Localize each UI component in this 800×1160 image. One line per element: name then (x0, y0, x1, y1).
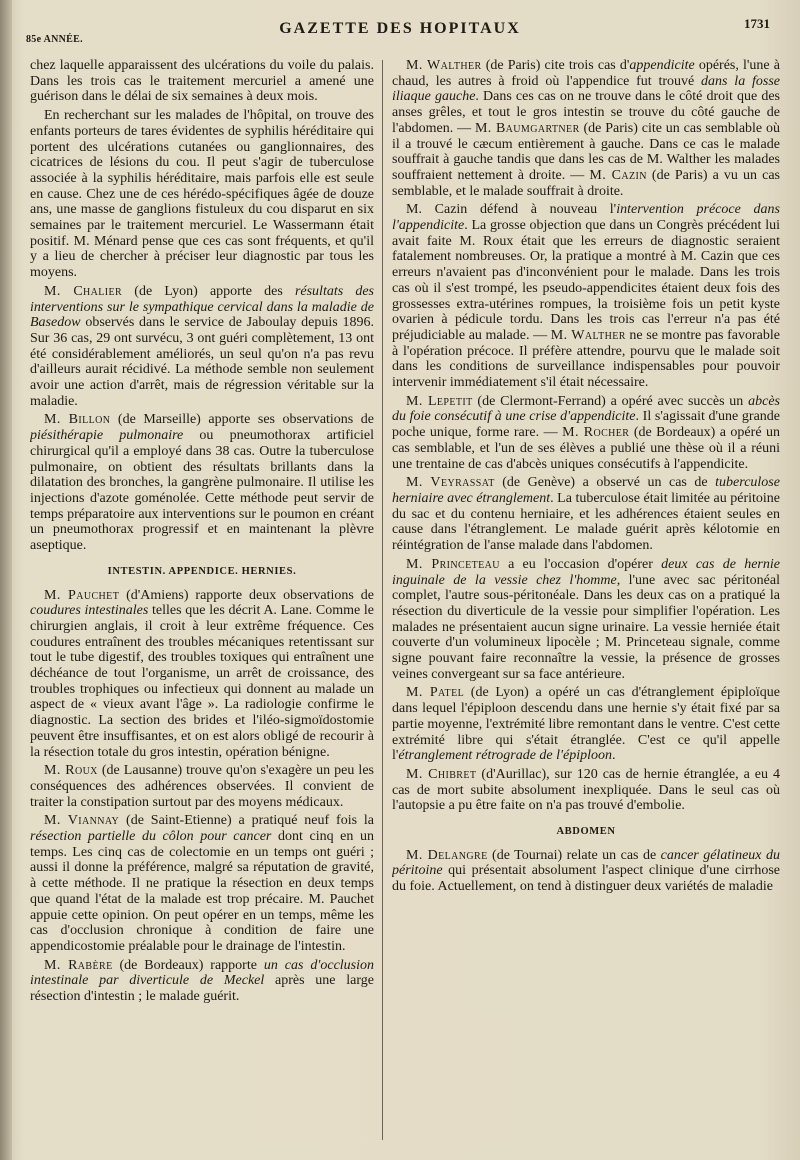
column-divider (382, 60, 383, 1140)
topic: tuberculose herniaire avec étranglement (392, 475, 780, 506)
author-name: M. Patel (406, 685, 465, 701)
topic: cancer gélatineux du péritoine (392, 847, 780, 879)
binding-gutter (0, 0, 12, 1160)
paragraph: M. Cazin défend à nouveau l'intervention précoce dans l'appendicite. La grosse objection que dans un Congrès précédent lui avait faite M. Roux était que les erreurs de diagnostic seraient fatalement nombreuses. Or, la pratique a montré à M. Cazin que ces erreurs n'avaient pas d'inconvénient pour le malade. Dans les trois cas où il s'est trompé, les pseudo-appendicites étaient deux fois des grossesses extra-utérines rompues, la troisième fois un petit kyste ovarien à pédicule tordu. Dans les trois cas l'erreur n'a pas été préjudiciable au malade. — M. Walther ne se montre pas favorable à l'opération précoce. Il préfère attendre, pourvu que le malade soit dans les conditions de surveillance indispensables pour pouvoir intervenir immédiatement s'il était nécessaire. (392, 202, 780, 391)
topic: abcès du foie consécutif à une crise d'appendicite (392, 393, 780, 425)
author-name: M. Lepetit (406, 393, 473, 409)
topic: appendicite (629, 58, 695, 73)
topic: deux cas de hernie inguinale de la vessie chez l'homme (392, 556, 780, 588)
year-volume: 85e ANNÉE. (26, 34, 83, 45)
author-name: M. Pauchet (44, 587, 120, 603)
author-name: M. Chibret (406, 766, 477, 782)
author-name: M. Walther (550, 327, 626, 343)
page-number: 1731 (744, 16, 770, 31)
author-name: M. Veyrassat (406, 475, 495, 491)
paragraph: M. Veyrassat (de Genève) a observé un cas de tuberculose herniaire avec étranglement. La tuberculose était limitée au péritoine du sac et du contenu herniaire, et les adhérences étaient seules en cause dans l'étranglement. Le malade guérit après kélotomie en réintégration de l'anse malade dans l'abdomen. (392, 475, 780, 554)
author-name: M. Delangre (406, 847, 488, 863)
author-name: M. Chalier (44, 283, 123, 299)
paragraph: M. Rabère (de Bordeaux) rapporte un cas d'occlusion intestinale par diverticule de Meckel après une large résection d'intestin ; le malade guérit. (30, 957, 374, 1005)
author-name: M. Baumgartner (474, 120, 580, 136)
right-column (392, 58, 780, 1148)
page-header (20, 14, 780, 54)
left-column (30, 58, 374, 1148)
author-name: M. Princeteau (406, 556, 500, 572)
topic: un cas d'occlusion intestinale par diverticule de Meckel (30, 957, 374, 989)
paragraph: M. Viannay (de Saint-Etienne) a pratiqué neuf fois la résection partielle du côlon pour cancer dont cinq en un temps. Les cinq cas de colectomie en un temps ont guéri ; aussi il donne la préférence, malgré sa réputation de gravité, à cette méthode. Il ne pratique la résection en deux temps que quand l'état de la malade est trop précaire. M. Pauchet appuie cette opinion. On peut opérer en un temps, même les cas d'occlusion chronique à condition de faire une appendicostomie préalable pour le drainage de l'intestin. (30, 813, 374, 954)
topic: étranglement rétrograde de l'épiploon (398, 748, 613, 764)
author-name: M. Roux (44, 763, 98, 779)
paragraph: M. Billon (de Marseille) apporte ses observations de piésithérapie pulmonaire ou pneumothorax artificiel chirurgical qu'il a employé dans 38 cas. Outre la tuberculose pulmonaire, on obtient des résultats brillants dans la dilatation des bronches, la gangrène pulmonaire. Il utilise les injections d'azote goménolée. Cette méthode peut servir de temps préparatoire aux interventions sur le poumon en créant un pneumothorax progressif et en maintenant la plèvre aseptique. (30, 412, 374, 554)
topic: piésithérapie pulmonaire (30, 428, 184, 444)
author-name: M. Rocher (562, 425, 630, 441)
paragraph: M. Lepetit (de Clermont-Ferrand) a opéré avec succès un abcès du foie consécutif à une crise d'appendicite. Il s'agissait d'une grande poche unique, forme rare. — M. Rocher (de Bordeaux) a opéré un cas semblable, et l'un de ses élèves a publié une thèse où il a réuni une trentaine de cas d'abcès uniques consécutifs à l'appendicite. (392, 393, 780, 472)
author-name: M. Rabère (44, 957, 113, 973)
topic: intervention précoce dans l'appendicite (392, 202, 780, 234)
paragraph: M. Princeteau a eu l'occasion d'opérer deux cas de hernie inguinale de la vessie chez l'homme, l'une avec sac péritonéal complet, l'autre sous-péritonéale. Dans les deux cas on a pratiqué la résection du diverticule de la vessie pour simplifier l'opération. Les malades ne présentaient aucun signe urinaire. La vessie herniée était couverte d'un volumineux lipocèle ; M. Princeteau signale, comme signe pouvant faire reconnaître la vessie, la présence de grosses veines convergeant sur sa face antérieure. (392, 556, 780, 682)
paragraph: M. Walther (de Paris) cite trois cas d'appendicite opérés, l'une à chaud, les autres à froid où l'appendice fut trouvé dans la fosse iliaque gauche. Dans ces cas on ne trouve dans le côté droit que des anses grêles, et tout le gros intestin se trouve du côté gauche de l'abdomen. — M. Baumgartner (de Paris) cite un cas semblable où il a trouvé le cæcum entièrement à gauche. Dans ce cas le malade souffrait à gauche tandis que dans les cas de M. Walther les malades souffraient nettement à droite. — M. Cazin (de Paris) a vu un cas semblable, et le malade souffrait à droite. (392, 58, 780, 199)
section-heading: ABDOMEN (556, 826, 616, 838)
paragraph: M. Chalier (de Lyon) apporte des résultats des interventions sur le sympathique cervical dans la maladie de Basedow observés dans le service de Jaboulay depuis 1896. Sur 36 cas, 29 ont survécu, 3 ont guéri complètement, 13 ont été considérablement améliorés, un seul qu'on n'a pas revu d'ailleurs aurait récidivé. La méthode semble non seulement avoir une action d'arrêt, mais de régression véritable sur la maladie. (30, 283, 374, 409)
section-heading: INTESTIN. APPENDICE. HERNIES. (107, 565, 297, 577)
author-name: M. Viannay (44, 813, 120, 829)
author-name: M. Cazin (589, 167, 647, 183)
paragraph: M. Pauchet (d'Amiens) rapporte deux observations de coudures intestinales telles que les décrit A. Lane. Comme le chirurgien anglais, il croit à leur extrême fréquence. Ces coudures entraînent des troubles mécaniques retentissant sur tout le tube digestif, des troubles toxiques qui entraînent une déchéance de tout l'organisme, un arrêt de croissance, des troubles trophiques ou infectieux qui donnent au malade un aspect de « vieux avant l'âge ». La radiologie confirme le diagnostic. La section des brides et l'iléo-sigmoïdostomie peuvent être insuffisantes, et on est alors obligé de recourir à la résection totale du gros intestin, opération bénigne. (30, 587, 374, 760)
paragraph: M. Patel (de Lyon) a opéré un cas d'étranglement épiploïque dans lequel l'épiploon descendu dans une hernie s'y était fixé par sa partie moyenne, l'extrémité libre remontant dans le ventre. C'est cette extrémité libre qui s'était étranglée. C'est ce qu'il appelle l'étranglement rétrograde de l'épiploon. (392, 685, 780, 764)
paragraph: M. Roux (de Lausanne) trouve qu'on s'exagère un peu les conséquences des adhérences observées. Il convient de traiter la constipation surtout par des moyens médicaux. (30, 763, 374, 810)
author-name: M. Walther (406, 58, 482, 73)
author-name: M. Billon (44, 412, 111, 428)
topic: résultats des interventions sur le sympathique cervical dans la maladie de Basedow (30, 283, 374, 331)
topic: résection partielle du côlon pour cancer (30, 829, 272, 845)
topic: coudures intestinales (30, 603, 149, 619)
paragraph: chez laquelle apparaissent des ulcérations du voile du palais. Dans les trois cas le traitement mercuriel a amené une guérison dans le délai de six semaines à deux mois. (30, 58, 374, 105)
paragraph: M. Chibret (d'Aurillac), sur 120 cas de hernie étranglée, a eu 4 cas de mort subite absolument inexpliquée. Dans le seul cas où l'autopsie a pu être faite on n'a pas trouvé d'embolie. (392, 766, 780, 814)
paragraph: En recherchant sur les malades de l'hôpital, on trouve des enfants porteurs de tares évidentes de syphilis héréditaire qui portent des ulcérations cutanées ou ganglionnaires, des cicatrices de lésions du cou. Il peut s'agir de tuberculose associée à la syphilis héréditaire, mais parfois elle est seule en cause. Chez une de ces hérédo-spécifiques âgée de douze ans, une masse de ganglions fistuleux du cou disparut en six semaines par le traitement mercuriel. Le Wassermann était positif. M. Ménard pense que ces cas sont fréquents, et qu'il y a lieu de chercher à préciser leur diagnostic par tous les moyens. (30, 108, 374, 281)
journal-title: GAZETTE DES HOPITAUX (279, 20, 521, 37)
paragraph: M. Delangre (de Tournai) relate un cas de cancer gélatineux du péritoine qui présentait absolument l'aspect clinique d'une cirrhose du foie. Actuellement, on tend à distinguer deux variétés de maladie (392, 847, 780, 895)
topic: dans la fosse iliaque gauche (392, 73, 780, 105)
